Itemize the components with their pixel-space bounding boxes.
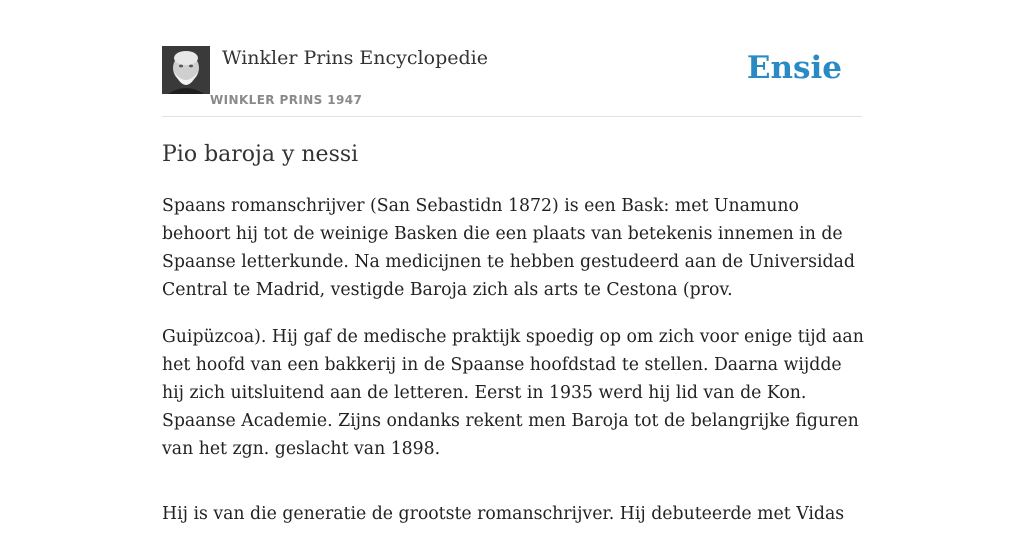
article-body <box>162 192 866 547</box>
source-name[interactable]: Winkler Prins Encyclopedie <box>222 47 488 69</box>
ensie-logo[interactable]: Ensie <box>746 50 842 86</box>
article-paragraph: Guipüzcoa). Hij gaf de medische praktijk spoedig op om zich voor enige tijd aan het hoofd van een bakkerij in de Spaanse hoofdstad te stellen. Daarna wijdde hij zich uitsluitend aan de letteren. Eerst in 1935 werd hij lid van de Kon. Spaanse Academie. Zijns ondanks rekent men Baroja tot de belangrijke figuren van het zgn. geslacht van 1898. <box>162 327 864 459</box>
article-paragraph: Spaans romanschrijver (San Sebastidn 1872) is een Bask: met Unamuno behoort hij tot de weinige Basken die een plaats van betekenis innemen in de Spaanse letterkunde. Na medicijnen te hebben gestudeerd aan de Universidad Central te Madrid, vestigde Baroja zich als arts te Cestona (prov. <box>162 196 855 300</box>
article-paragraph: Hij is van die generatie de grootste romanschrijver. Hij debuteerde met Vidas <box>162 504 845 524</box>
source-subtitle: WINKLER PRINS 1947 <box>210 93 363 107</box>
source-header <box>162 46 862 117</box>
avatar[interactable] <box>162 46 210 94</box>
bearded-man-portrait-icon <box>162 46 210 94</box>
article-title: Pio baroja y nessi <box>162 142 359 167</box>
